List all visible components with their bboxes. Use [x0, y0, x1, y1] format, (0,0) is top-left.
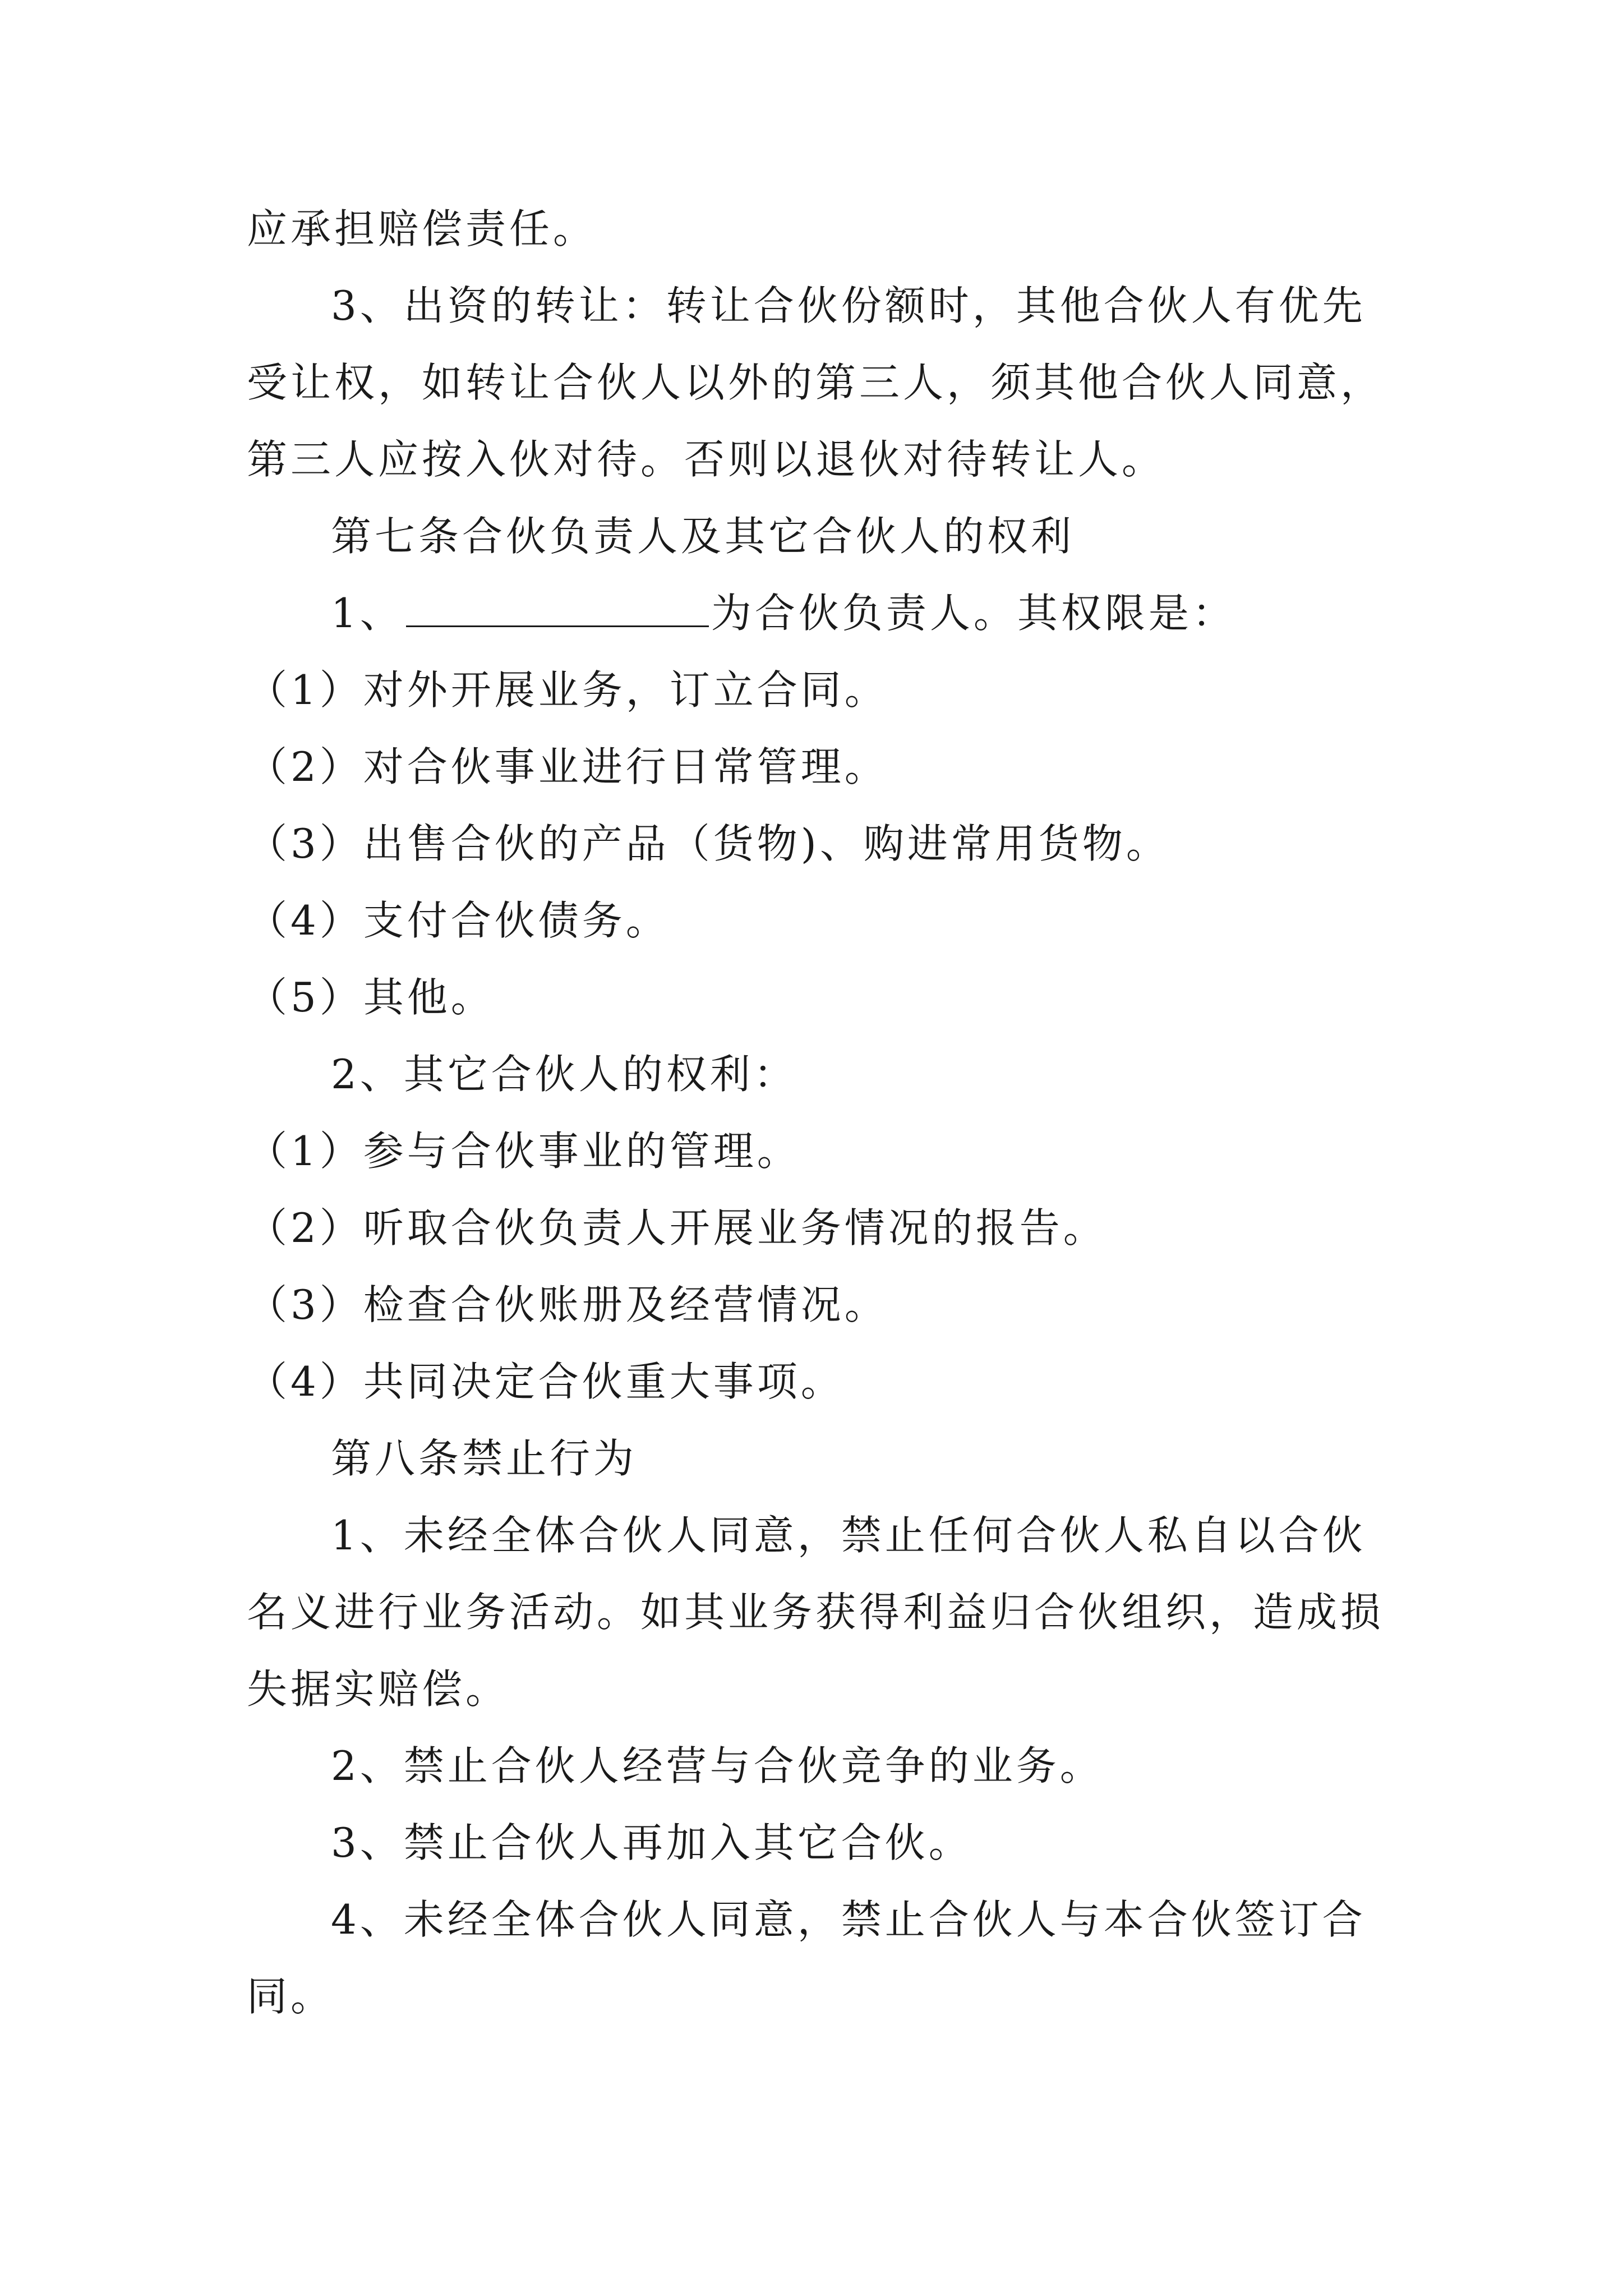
article-eight-heading: 第八条禁止行为: [331, 1435, 638, 1482]
list-item: （4）共同决定合伙重大事项。: [247, 1358, 845, 1405]
fill-in-blank: [406, 586, 709, 627]
paragraph-prohibition-1: 1、未经全体合伙人同意，禁止任何合伙人私自以合伙名义进行业务活动。如其业务获得利益归合伙组织，造成损失据实赔偿。: [247, 1512, 1385, 1713]
list-item: （5）其他。: [247, 974, 495, 1021]
paragraph-continuation: 应承担赔偿责任。: [247, 205, 597, 252]
list-item: （2）对合伙事业进行日常管理。: [247, 743, 888, 790]
paragraph-prohibition-4: 4、未经全体合伙人同意，禁止合伙人与本合伙签订合同。: [247, 1896, 1366, 2020]
item-number: 1、: [331, 590, 404, 637]
list-item: （2）听取合伙负责人开展业务情况的报告。: [247, 1204, 1107, 1251]
list-item: （1）对外开展业务，订立合同。: [247, 666, 888, 714]
article-seven-heading: 第七条合伙负责人及其它合伙人的权利: [331, 513, 1075, 560]
responsible-partner-text: 为合伙负责人。其权限是：: [711, 590, 1236, 637]
list-item: （3）检查合伙账册及经营情况。: [247, 1281, 888, 1328]
paragraph-capital-transfer: 3、出资的转让：转让合伙份额时，其他合伙人有优先受让权，如转让合伙人以外的第三人，须其他合伙人同意，第三人应按入伙对待。否则以退伙对待转让人。: [247, 282, 1385, 483]
list-item: （3）出售合伙的产品（货物)、购进常用货物。: [247, 820, 1170, 867]
paragraph-other-partners: 2、其它合伙人的权利：: [331, 1051, 797, 1098]
paragraph-prohibition-3: 3、禁止合伙人再加入其它合伙。: [331, 1819, 972, 1866]
list-item: （4）支付合伙债务。: [247, 897, 670, 944]
list-item: （1）参与合伙事业的管理。: [247, 1128, 801, 1175]
paragraph-prohibition-2: 2、禁止合伙人经营与合伙竞争的业务。: [331, 1742, 1104, 1789]
paragraph-responsible-partner: [247, 575, 1402, 652]
document-body: [247, 191, 1402, 2035]
